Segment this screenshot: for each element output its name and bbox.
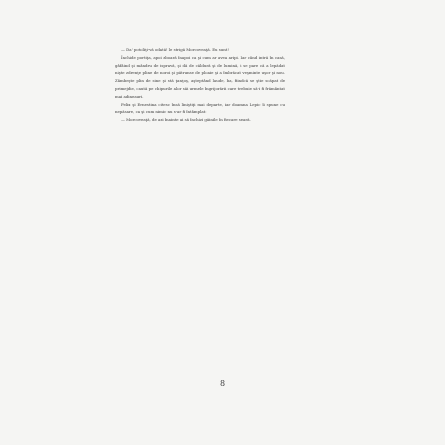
body-text — [115, 46, 285, 124]
paragraph-2: Închide portiţa, apoi zboară înapoi ca şi cum ar avea aripi. Iar când intră în casă, gâfâind şi mândru de ispravă, şi dă de căldură şi de lumină, i se pare că a lepădat nişte zdrenţe pline de noroi şi pătrunse de ploaie şi a îmbrăcat veşminte uşor şi nou. Zâmbeşte plin de sine şi stă ţanţoş, aşteptând laude, ba, fiindcă se ştie scăpat de primejdie, caută pe chipurile alor săi urmele îngrijorării care trebuie să-i fi frământat mai adineauri. — [115, 54, 285, 99]
paragraph-4: — Morcoveaţă, de azi înainte ai să închizi găinile în fiecare seară. — [121, 117, 251, 123]
paragraph-3: Felix şi Ernestina citesc însă liniştiţi mai departe, iar doamna Lepic îi spune cu nepăsare, ca şi cum nimic nu s-ar fi întâmplat: — [115, 101, 285, 115]
page-number: 8 — [220, 379, 226, 388]
paragraph-1: — Da' potoliţi-vă odată! le strigă Morcoveaţă. Eu sunt! — [121, 47, 229, 52]
